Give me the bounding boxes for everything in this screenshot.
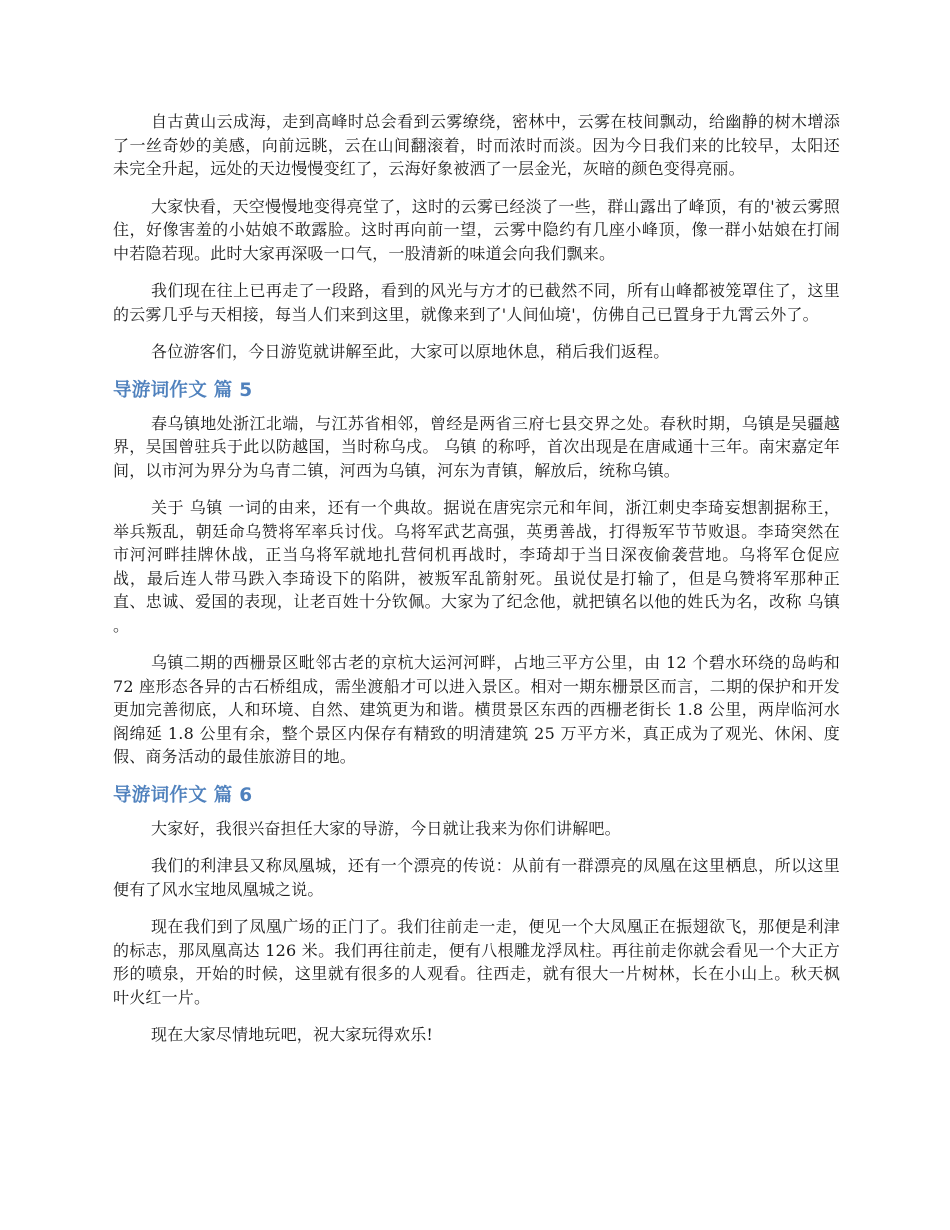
section-heading: 导游词作文 篇 5 [113,379,253,401]
body-paragraph: 乌镇二期的西栅景区毗邻古老的京杭大运河河畔，占地三平方公里，由 12 个碧水环绕的岛屿和 72 座形态各异的古石桥组成，需坐渡船才可以进入景区。相对一期东栅景区而言，二期的保护和开发更加完善彻底，人和环境、自然、建筑更为和谐。横贯景区东西的西栅老街长 1.8 公里，两岸临河水阁绵延 1.8 公里有余，整个景区内保存有精致的明清建筑 25 万平方米，真正成为了观光、休闲、度假、商务活动的最佳旅游目的地。 [113,653,840,766]
body-paragraph: 各位游客们，今日游览就讲解至此，大家可以原地休息，稍后我们返程。 [151,342,670,361]
body-paragraph: 春乌镇地处浙江北端，与江苏省相邻，曾经是两省三府七县交界之处。春秋时期，乌镇是吴疆越界，吴国曾驻兵于此以防越国，当时称乌戌。 乌镇 的称呼，首次出现是在唐咸通十三年。南宋嘉定年间，以市河为界分为乌青二镇，河西为乌镇，河东为青镇，解放后，统称乌镇。 [113,413,840,480]
document-page [113,110,840,1061]
section-heading: 导游词作文 篇 6 [113,784,253,806]
body-paragraph: 关于 乌镇 一词的由来，还有一个典故。据说在唐宪宗元和年间，浙江刺史李琦妄想割据称王，举兵叛乱，朝廷命乌赞将军率兵讨伐。乌将军武艺高强，英勇善战，打得叛军节节败退。李琦突然在市河河畔挂牌休战，正当乌将军就地扎营伺机再战时，李琦却于当日深夜偷袭营地。乌将军仓促应战，最后连人带马跌入李琦设下的陷阱，被叛军乱箭射死。虽说仗是打输了，但是乌赞将军那种正直、忠诚、爱国的表现，让老百姓十分钦佩。大家为了纪念他，就把镇名以他的姓氏为名，改称 乌镇 。 [113,498,840,635]
body-paragraph: 现在我们到了凤凰广场的正门了。我们往前走一走，便见一个大凤凰正在振翅欲飞，那便是利津的标志，那凤凰高达 126 米。我们再往前走，便有八根雕龙浮凤柱。再往前走你就会看见一个大正方形的喷泉，开始的时候，这里就有很多的人观看。往西走，就有很大一片树林，长在小山上。秋天枫叶火红一片。 [113,917,840,1007]
body-paragraph: 我们现在往上已再走了一段路，看到的风光与方才的已截然不同，所有山峰都被笼罩住了，这里的云雾几乎与天相接，每当人们来到这里，就像来到了'人间仙境'，仿佛自己已置身于九霄云外了。 [113,281,840,324]
body-paragraph: 现在大家尽情地玩吧，祝大家玩得欢乐! [151,1025,434,1044]
body-paragraph: 大家快看，天空慢慢地变得亮堂了，这时的云雾已经淡了一些，群山露出了峰顶，有的'被云雾照住，好像害羞的小姑娘不敢露脸。这时再向前一望，云雾中隐约有几座小峰顶，像一群小姑娘在打闹中若隐若现。此时大家再深吸一口气，一股清新的味道会向我们飘来。 [113,196,840,263]
body-paragraph: 我们的利津县又称凤凰城，还有一个漂亮的传说：从前有一群漂亮的凤凰在这里栖息，所以这里便有了风水宝地凤凰城之说。 [113,856,840,899]
body-paragraph: 自古黄山云成海，走到高峰时总会看到云雾缭绕，密林中，云雾在枝间飘动，给幽静的树木增添了一丝奇妙的美感，向前远眺，云在山间翻滚着，时而浓时而淡。因为今日我们来的比较早，太阳还未完全升起，远处的天边慢慢变红了，云海好象被洒了一层金光，灰暗的颜色变得亮丽。 [113,112,840,178]
body-paragraph: 大家好，我很兴奋担任大家的导游，今日就让我来为你们讲解吧。 [151,818,621,838]
